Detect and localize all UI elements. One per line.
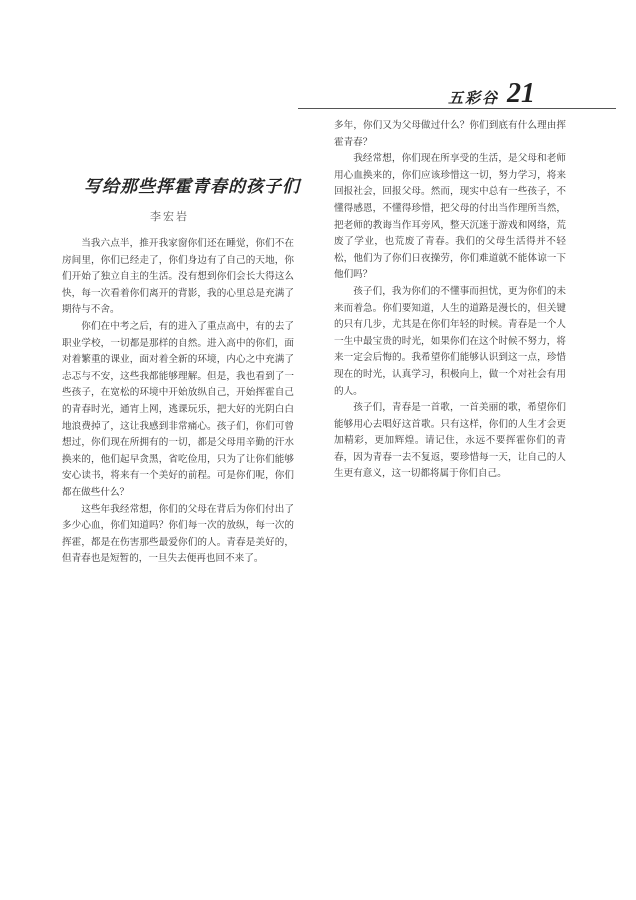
section-title: 五彩谷 (448, 89, 500, 107)
right-column (334, 118, 566, 878)
page-number: 21 (507, 78, 536, 109)
header-rule (298, 108, 616, 109)
article-author: 李宏岩 (150, 210, 189, 223)
paragraph: 多年，你们又为父母做过什么？你们到底有什么理由挥霍青春？ (334, 120, 566, 148)
paragraph: 孩子们，青春是一首歌，一首美丽的歌，希望你们能够用心去唱好这首歌。只有这样，你们的人生才会更加精彩，更加辉煌。请记住，永远不要挥霍你们的青春，因为青春一去不复返，要珍惜每一天，让自己的人生更有意义，这一切都将属于你们自己。 (334, 402, 566, 480)
paragraph: 你们在中考之后，有的进入了重点高中，有的去了职业学校，一切都是那样的自然。进入高中的你们，面对着繁重的课业，面对着全新的环境，内心之中充满了忐忑与不安，这些我都能够理解。但是，我也看到了一些孩子，在宽松的环境中开始放纵自己，开始挥霍自己的青春时光，通宵上网，逃课玩乐，把大好的光阴白白地浪费掉了，这让我感到非常痛心。孩子们，你们可曾想过，你们现在所拥有的一切，都是父母用辛勤的汗水换来的，他们起早贪黑，省吃俭用，只为了让你们能够安心读书，将来有一个美好的前程。可是你们呢，你们都在做些什么？ (62, 320, 294, 498)
page-header (448, 74, 608, 108)
paragraph: 当我六点半，推开我家窗你们还在睡觉，你们不在房间里，你们已经走了，你们身边有了自己的天地，你们开始了独立自主的生活。没有想到你们会长大得这么快，每一次看着你们离开的背影，我的心里总是充满了期待与不舍。 (62, 238, 294, 316)
paragraph: 孩子们，我为你们的不懂事而担忧，更为你们的未来而着急。你们要知道，人生的道路是漫长的，但关键的只有几步，尤其是在你们年轻的时候。青春是一个人一生中最宝贵的时光，如果你们在这个时候不努力，将来一定会后悔的。我希望你们能够认识到这一点，珍惜现在的时光，认真学习，积极向上，做一个对社会有用的人。 (334, 285, 566, 397)
paragraph: 我经常想，你们现在所享受的生活，是父母和老师用心血换来的，你们应该珍惜这一切，努力学习，将来回报社会，回报父母。然而，现实中总有一些孩子，不懂得感恩，不懂得珍惜，把父母的付出当作理所当然，把老师的教诲当作耳旁风，整天沉迷于游戏和网络，荒废了学业，也荒废了青春。我们的父母生活得并不轻松，他们为了你们日夜操劳，你们难道就不能体谅一下他们吗？ (334, 153, 566, 281)
article-title: 写给那些挥霍青春的孩子们 (84, 177, 300, 197)
left-column (62, 236, 294, 886)
paragraph: 这些年我经常想，你们的父母在背后为你们付出了多少心血，你们知道吗？你们每一次的放纵，每一次的挥霍，都是在伤害那些最爱你们的人。青春是美好的，但青春也是短暂的，一旦失去便再也回不来了。 (62, 503, 294, 565)
